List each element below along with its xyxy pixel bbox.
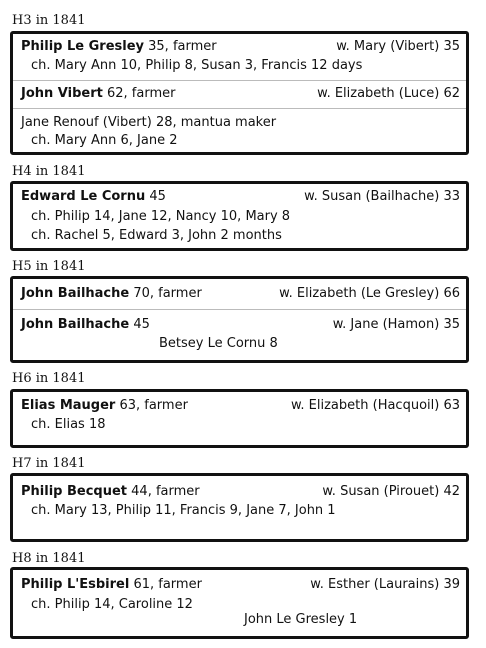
household-head [21, 484, 200, 500]
head-name: John Vibert [21, 86, 103, 101]
household-box-h8 [10, 567, 469, 639]
household-head [21, 39, 217, 55]
head-name: John Bailhache [21, 286, 130, 301]
wife-entry: w. Susan (Pirouet) 42 [322, 484, 460, 499]
head-name: Philip Becquet [21, 484, 128, 499]
row-divider [13, 309, 466, 310]
household-head [21, 577, 202, 593]
wife-entry: w. Elizabeth (Le Gresley) 66 [279, 286, 460, 301]
section-header-h7: H7 in 1841 [12, 456, 86, 471]
head-detail: 45 [145, 189, 166, 204]
household-box-h3 [10, 31, 469, 155]
children-entry: ch. Philip 14, Caroline 12 [31, 597, 193, 612]
other-resident: John Le Gresley 1 [244, 612, 358, 627]
head-name: Philip L'Esbirel [21, 577, 130, 592]
wife-entry: w. Mary (Vibert) 35 [336, 39, 460, 54]
lodger-entry: Jane Renouf (Vibert) 28, mantua maker [21, 115, 277, 130]
head-name: Elias Mauger [21, 398, 116, 413]
head-name: Philip Le Gresley [21, 39, 144, 54]
head-detail: 62, farmer [102, 86, 176, 101]
head-detail: 63, farmer [115, 398, 188, 413]
household-box-h5 [10, 276, 469, 363]
row-divider [13, 80, 466, 81]
wife-entry: w. Jane (Hamon) 35 [332, 317, 460, 332]
section-header-h3: H3 in 1841 [12, 13, 86, 28]
other-resident: Betsey Le Cornu 8 [159, 336, 278, 351]
children-entry: ch. Mary 13, Philip 11, Francis 9, Jane 7, John 1 [31, 503, 336, 518]
section-header-h4: H4 in 1841 [12, 164, 86, 179]
wife-entry: w. Susan (Bailhache) 33 [304, 189, 460, 204]
household-box-h7 [10, 473, 469, 542]
household-head [21, 86, 175, 102]
household-head [21, 286, 202, 302]
head-detail: 44, farmer [127, 484, 200, 499]
head-detail: 70, farmer [129, 286, 202, 301]
row-divider [13, 108, 466, 109]
head-detail: 45 [129, 317, 150, 332]
head-name: Edward Le Cornu [21, 189, 146, 204]
children-entry: ch. Rachel 5, Edward 3, John 2 months [31, 228, 282, 243]
wife-entry: w. Esther (Laurains) 39 [310, 577, 460, 592]
household-head [21, 398, 188, 414]
wife-entry: w. Elizabeth (Luce) 62 [317, 86, 460, 101]
household-head [21, 189, 166, 205]
children-entry: ch. Elias 18 [31, 417, 106, 432]
household-head [21, 317, 150, 333]
head-detail: 61, farmer [129, 577, 202, 592]
household-box-h6 [10, 389, 469, 448]
head-name: John Bailhache [21, 317, 130, 332]
children-entry: ch. Philip 14, Jane 12, Nancy 10, Mary 8 [31, 209, 291, 224]
section-header-h6: H6 in 1841 [12, 371, 86, 386]
section-header-h8: H8 in 1841 [12, 551, 86, 566]
wife-entry: w. Elizabeth (Hacquoil) 63 [290, 398, 460, 413]
section-header-h5: H5 in 1841 [12, 259, 86, 274]
children-entry: ch. Mary Ann 6, Jane 2 [31, 133, 178, 148]
head-detail: 35, farmer [144, 39, 217, 54]
children-entry: ch. Mary Ann 10, Philip 8, Susan 3, Francis 12 days [31, 58, 363, 73]
household-box-h4 [10, 181, 469, 251]
